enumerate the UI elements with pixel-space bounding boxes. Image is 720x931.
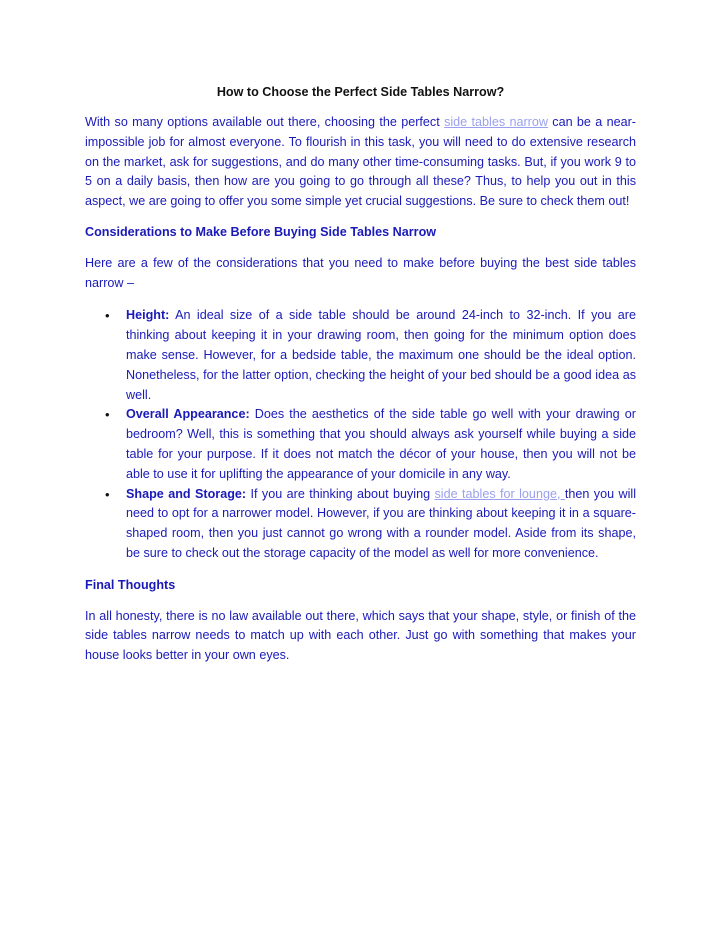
item-text-end: then you will need to opt for a narrower model. However, if you are thinking about keeping it in a square-shaped room, then you just cannot go wrong with a rounder model. Aside from its shape, be sure to check out the storage capacity of the model as well for more convenience. <box>126 486 636 560</box>
considerations-intro: Here are a few of the considerations that you need to make before buying the best side tables narrow – <box>85 255 636 290</box>
item-text: An ideal size of a side table should be around 24-inch to 32-inch. If you are thinking about keeping it in your drawing room, then going for the minimum option does make sense. However, for a bedside table, the maximum one should be the ideal option. Nonetheless, for the latter option, checking the height of your bed should be a good idea as well. <box>126 308 636 402</box>
bullet-icon: • <box>105 308 110 324</box>
final-thoughts-paragraph: In all honesty, there is no law available out there, which says that your shape, style, or finish of the side tables narrow needs to match up with each other. Just go with something that makes your house looks better in your own eyes. <box>85 608 636 663</box>
intro-paragraph <box>85 113 636 212</box>
list-item-shape-and-storage <box>85 485 636 564</box>
item-label: Overall Appearance: <box>126 407 250 422</box>
bullet-icon: • <box>105 407 110 423</box>
item-label: Height: <box>126 308 170 323</box>
intro-text-end: can be a near-impossible job for almost everyone. To flourish in this task, you will need to do extensive research on the market, ask for suggestions, and do many other time-consuming tasks. But, if you work 9 to 5 on a daily basis, then how are you going to go through all these? Thus, to help you out in this aspect, we are going to offer you some simple yet crucial suggestions. Be sure to check them out! <box>85 115 637 209</box>
intro-text-start: With so many options available out there, choosing the perfect <box>85 115 445 129</box>
side-tables-for-lounge-link[interactable]: side tables for lounge, <box>434 486 565 501</box>
bullet-icon: • <box>105 486 110 502</box>
side-tables-narrow-link[interactable]: side tables narrow <box>444 115 548 129</box>
final-thoughts-heading: Final Thoughts <box>85 577 176 592</box>
item-text-start: If you are thinking about buying <box>246 486 435 501</box>
list-item-overall-appearance <box>85 405 636 484</box>
item-text: Does the aesthetics of the side table go well with your drawing or bedroom? Well, this is something that you should always ask yourself while buying a side table for your purpose. If it does not match the décor of your house, then you will not be able to use it for uplifting the appearance of your domicile in any way. <box>126 407 636 481</box>
considerations-heading: Considerations to Make Before Buying Side Tables Narrow <box>85 224 437 239</box>
document-title: How to Choose the Perfect Side Tables Narrow? <box>216 85 505 99</box>
considerations-list <box>85 306 636 563</box>
item-label: Shape and Storage: <box>126 486 247 501</box>
document-content <box>85 82 636 677</box>
list-item-height <box>85 306 636 405</box>
